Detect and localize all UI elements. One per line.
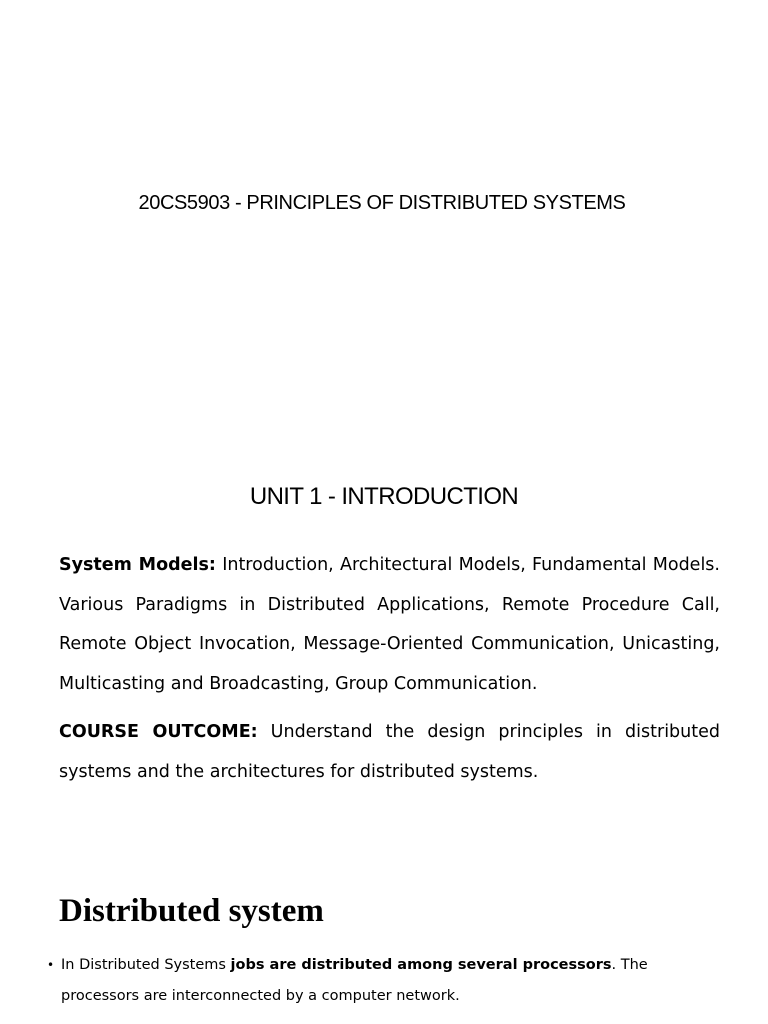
syllabus-block xyxy=(59,546,720,792)
course-title: 20CS5903 - PRINCIPLES OF DISTRIBUTED SYSTEMS xyxy=(138,192,626,214)
bullet-prefix: In Distributed Systems xyxy=(61,957,231,973)
system-models-label: System Models: xyxy=(59,555,216,575)
bullet-emphasis: jobs are distributed among several processors xyxy=(230,957,612,973)
unit-title: UNIT 1 - INTRODUCTION xyxy=(249,483,519,510)
bullet-item xyxy=(47,950,727,1012)
bullet-text xyxy=(61,950,727,1012)
bullet-suffix: . The processors are interconnected by a computer network. xyxy=(61,957,648,1004)
bullet-marker: • xyxy=(47,958,55,972)
section-heading: Distributed system xyxy=(59,893,324,929)
course-outcome-paragraph xyxy=(59,713,720,792)
system-models-paragraph xyxy=(59,546,720,704)
system-models-text: Introduction, Architectural Models, Fundamental Models. Various Paradigms in Distributed Applications, Remote Procedure Call, Remote Object Invocation, Message-Oriented Communication, Unicasting, Multicasting and Broadcasting, Group Communication. xyxy=(59,555,720,694)
course-outcome-text: Understand the design principles in distributed systems and the architectures for distributed systems. xyxy=(59,722,720,782)
course-outcome-label: COURSE OUTCOME: xyxy=(59,722,258,742)
